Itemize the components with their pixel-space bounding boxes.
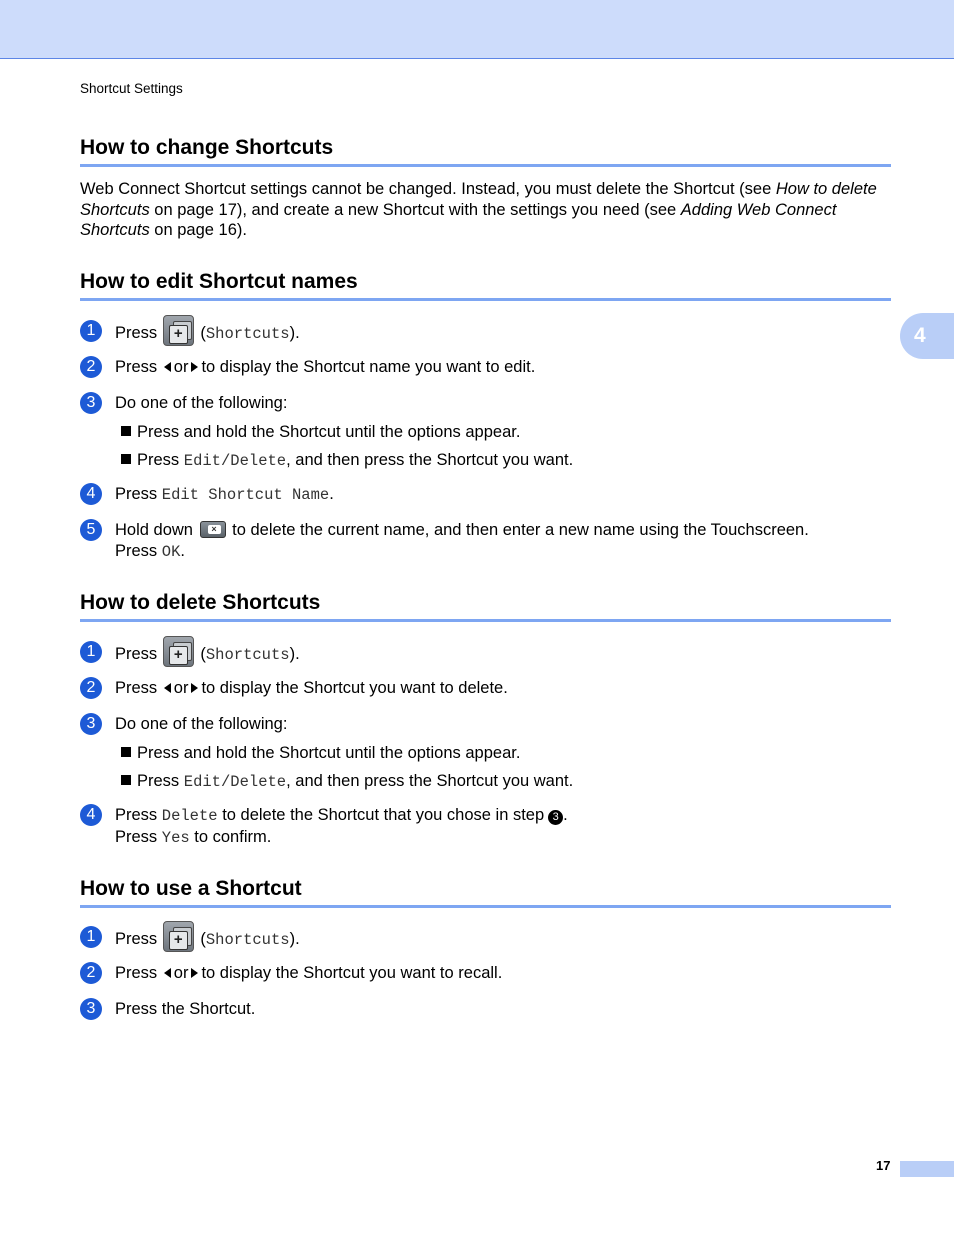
step-number: 5 xyxy=(80,519,102,541)
shortcuts-icon: + xyxy=(163,636,194,667)
delete-bullet-1: Press and hold the Shortcut until the options appear. xyxy=(121,743,520,763)
bullet-square-icon xyxy=(121,454,131,464)
arrow-right-icon xyxy=(191,362,198,372)
bullet-square-icon xyxy=(121,775,131,785)
step-number: 1 xyxy=(80,641,102,663)
bullet-square-icon xyxy=(121,747,131,757)
delete-bullet-2: Press Edit/Delete, and then press the Shortcut you want. xyxy=(121,771,573,792)
heading-delete-shortcuts: How to delete Shortcuts xyxy=(80,590,891,622)
step-number: 2 xyxy=(80,356,102,378)
arrow-right-icon xyxy=(191,968,198,978)
step-number: 1 xyxy=(80,320,102,342)
edit-bullet-1: Press and hold the Shortcut until the options appear. xyxy=(121,422,520,442)
step-number: 3 xyxy=(80,713,102,735)
header-band xyxy=(0,0,954,59)
step-number: 3 xyxy=(80,998,102,1020)
backspace-icon: × xyxy=(200,521,226,538)
shortcuts-icon: + xyxy=(163,315,194,346)
link-delete-shortcuts[interactable]: How to delete Shortcuts xyxy=(80,180,877,219)
step-number: 2 xyxy=(80,677,102,699)
chapter-tab: 4 xyxy=(900,313,954,359)
arrow-right-icon xyxy=(191,683,198,693)
arrow-left-icon xyxy=(164,362,171,372)
link-adding-shortcuts[interactable]: Adding Web Connect Shortcuts xyxy=(80,200,837,239)
change-shortcuts-paragraph: Web Connect Shortcut settings cannot be changed. Instead, you must delete the Shortcut (see How to delete Shortcuts on page 17), and create a new Shortcut with the settings you need (see Adding Web Connect Shortcuts on page 16). xyxy=(80,180,877,239)
edit-bullet-2: Press Edit/Delete, and then press the Shortcut you want. xyxy=(121,450,573,471)
step-number: 2 xyxy=(80,962,102,984)
heading-change-shortcuts: How to change Shortcuts xyxy=(80,135,891,167)
running-head: Shortcut Settings xyxy=(80,81,183,96)
heading-edit-shortcut-names: How to edit Shortcut names xyxy=(80,269,891,301)
heading-use-shortcut: How to use a Shortcut xyxy=(80,876,891,908)
step-number: 4 xyxy=(80,483,102,505)
arrow-left-icon xyxy=(164,968,171,978)
bullet-square-icon xyxy=(121,426,131,436)
page-number: 17 xyxy=(876,1158,891,1173)
shortcuts-icon: + xyxy=(163,921,194,952)
arrow-left-icon xyxy=(164,683,171,693)
footer-bar xyxy=(900,1161,954,1177)
step-number: 4 xyxy=(80,804,102,826)
step-number: 3 xyxy=(80,392,102,414)
step-reference-badge: 3 xyxy=(548,810,563,825)
step-number: 1 xyxy=(80,926,102,948)
